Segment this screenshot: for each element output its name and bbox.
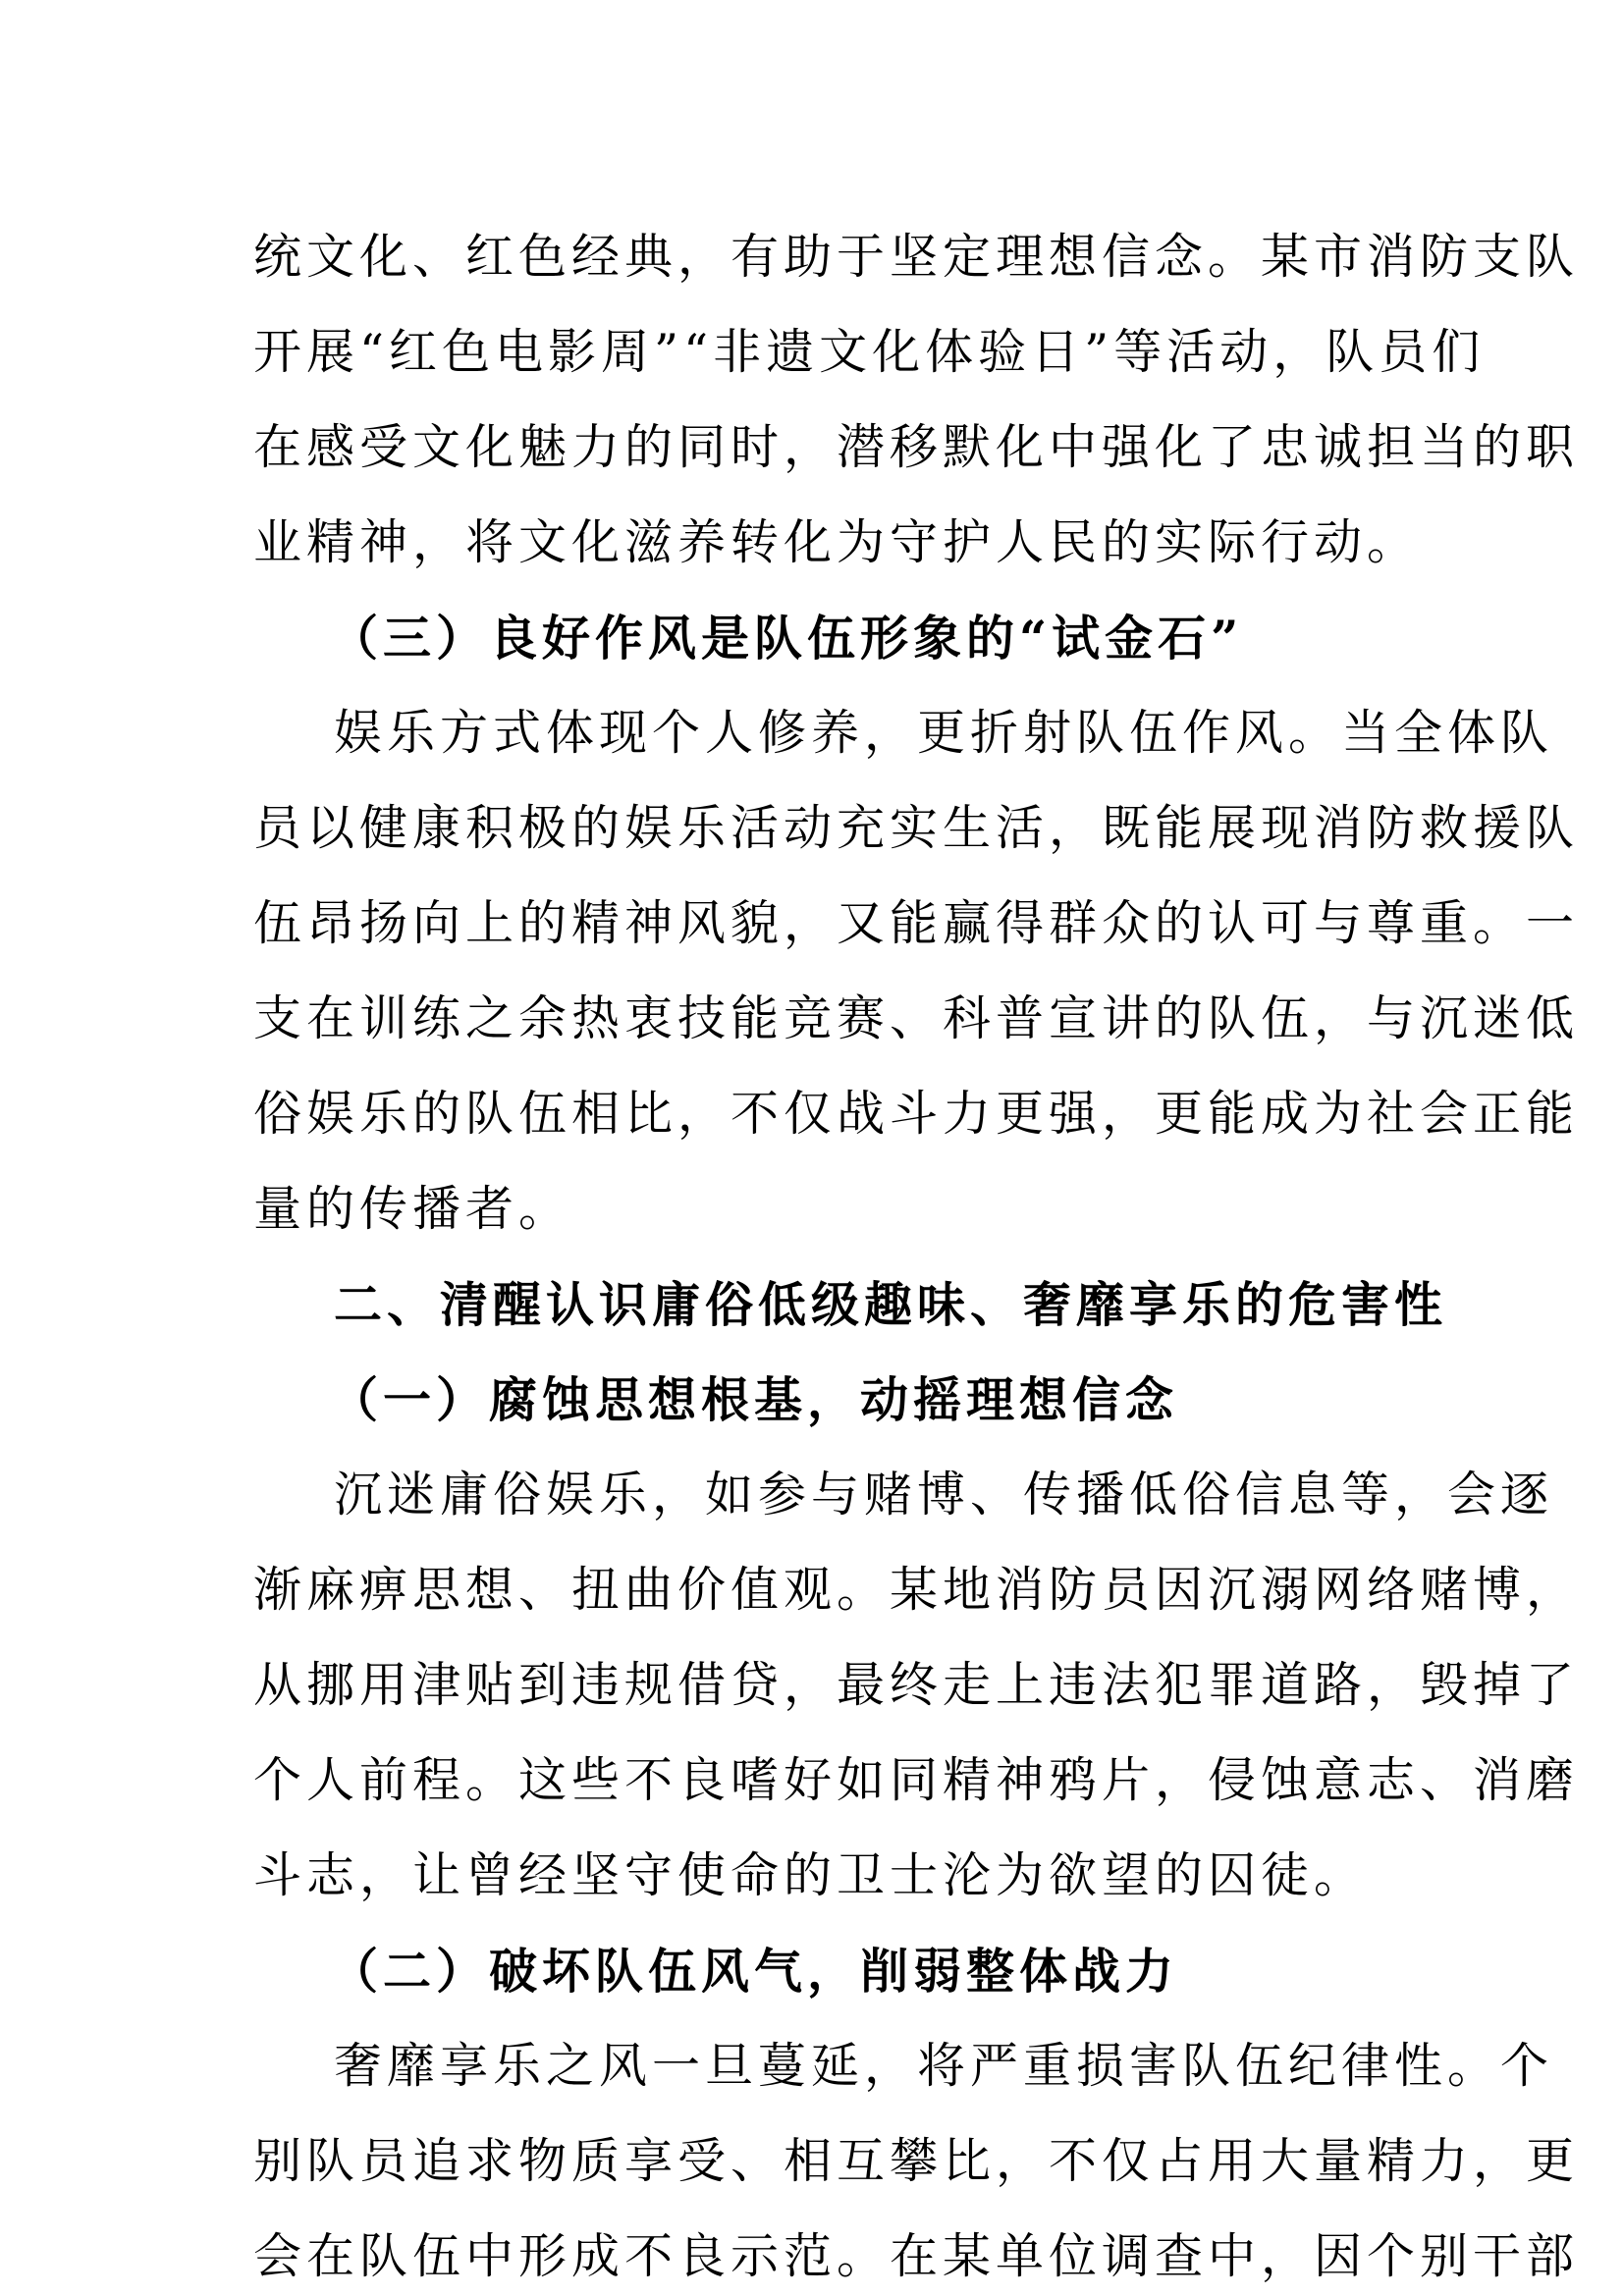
paragraph-line: 业精神，将文化滋养转化为守护人民的实际行动。 xyxy=(253,514,1421,570)
paragraph-line: 伍昂扬向上的精神风貌，又能赢得群众的认可与尊重。一 xyxy=(253,895,1580,951)
paragraph-line: 别队员追求物质享受、相互攀比，不仅占用大量精力，更 xyxy=(253,2133,1580,2189)
paragraph-line: 统文化、红色经典，有助于坚定理想信念。某市消防支队 xyxy=(253,229,1580,285)
paragraph-line: 斗志，让曾经坚守使命的卫士沦为欲望的囚徒。 xyxy=(253,1847,1368,1903)
paragraph-line: 支在训练之余热衷技能竞赛、科普宣讲的队伍，与沉迷低 xyxy=(253,990,1580,1046)
paragraph-line: 员以健康积极的娱乐活动充实生活，既能展现消防救援队 xyxy=(253,800,1580,856)
subsection-heading: （三）良好作风是队伍形象的“试金石” xyxy=(330,610,1244,667)
section-heading: 二、清醒认识庸俗低级趣味、奢靡享乐的危害性 xyxy=(334,1276,1448,1333)
paragraph-line: 量的传播者。 xyxy=(253,1181,572,1237)
paragraph-line: 从挪用津贴到违规借贷，最终走上违法犯罪道路，毁掉了 xyxy=(253,1657,1580,1713)
paragraph-line: 会在队伍中形成不良示范。在某单位调查中，因个别干部 xyxy=(253,2228,1580,2284)
paragraph-line: 奢靡享乐之风一旦蔓延，将严重损害队伍纪律性。个 xyxy=(334,2038,1554,2094)
paragraph-line: 在感受文化魅力的同时，潜移默化中强化了忠诚担当的职 xyxy=(253,419,1580,475)
paragraph-line: 沉迷庸俗娱乐，如参与赌博、传播低俗信息等，会逐 xyxy=(334,1467,1554,1522)
paragraph-line: 开展“红色电影周”“非遗文化体验日”等活动，队员们 xyxy=(253,324,1486,380)
subsection-heading: （一）腐蚀思想根基，动摇理想信念 xyxy=(330,1371,1179,1428)
paragraph-line: 渐麻痹思想、扭曲价值观。某地消防员因沉溺网络赌博， xyxy=(253,1562,1580,1618)
paragraph-line: 个人前程。这些不良嗜好如同精神鸦片，侵蚀意志、消磨 xyxy=(253,1752,1580,1808)
subsection-heading: （二）破坏队伍风气，削弱整体战力 xyxy=(330,1943,1179,2000)
paragraph-line: 娱乐方式体现个人修养，更折射队伍作风。当全体队 xyxy=(334,705,1554,761)
paragraph-line: 俗娱乐的队伍相比，不仅战斗力更强，更能成为社会正能 xyxy=(253,1086,1580,1142)
